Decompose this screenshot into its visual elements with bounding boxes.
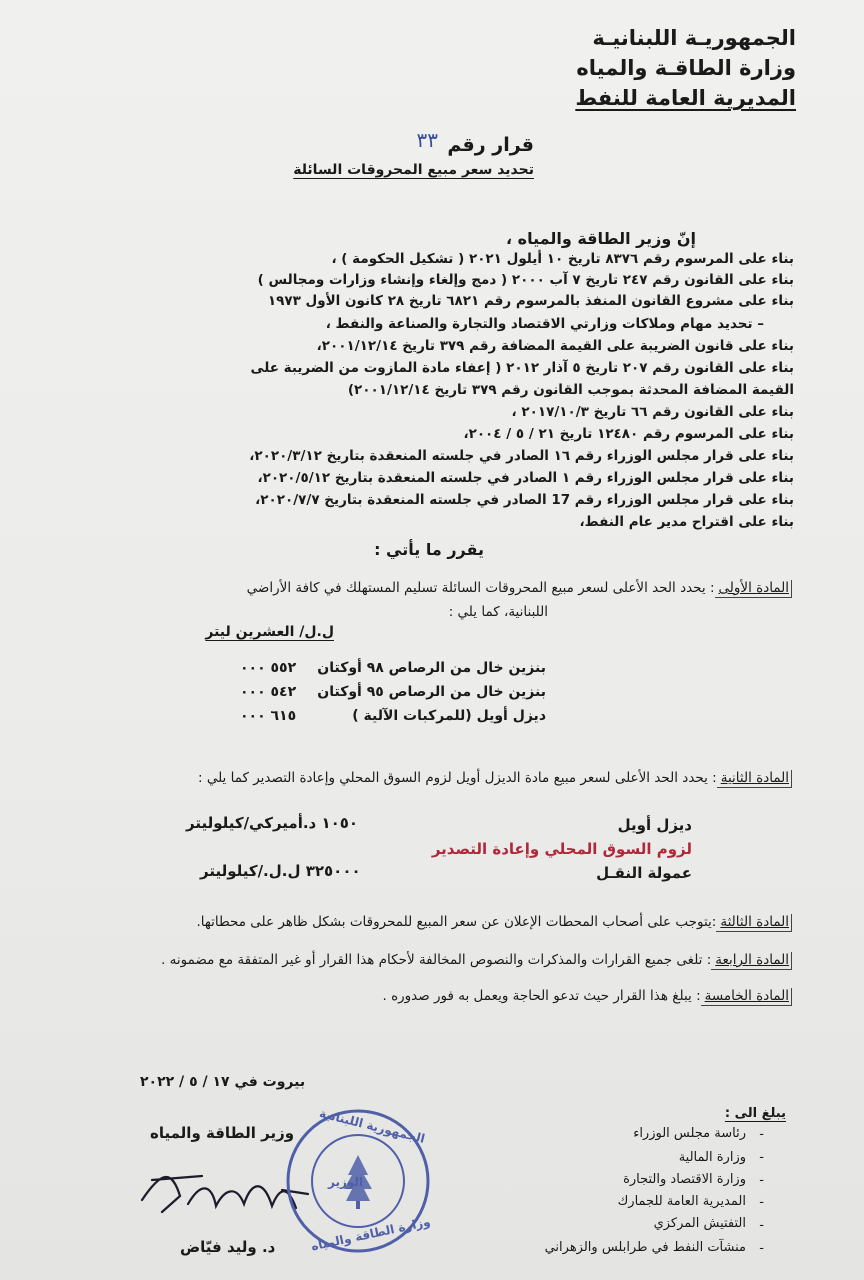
distribution-item: وزارة الاقتصاد والتجارة — [623, 1172, 746, 1187]
article3 — [196, 914, 792, 930]
header-republic: الجمهوريـة اللبنانيـة — [592, 26, 796, 50]
diesel-note: لزوم السوق المحلي وإعادة التصدير — [431, 840, 692, 858]
preamble-line: بناء على المرسوم رقم ١٢٤٨٠ تاريخ ٢١ / ٥ / ٢٠٠٤، — [463, 426, 794, 442]
preamble-line: بناء على قرار مجلس الوزراء رقم ١ الصادر في جلسته المنعقدة بتاريخ ٢٠٢٠/٥/١٢، — [257, 470, 794, 486]
preamble-line: بناء على اقتراح مدير عام النفط، — [579, 514, 794, 530]
article4-label: المادة الرابعة — [711, 952, 792, 970]
stamp-text-center: الوزير — [328, 1175, 364, 1189]
fuel-item-name: بنزين خال من الرصاص ٩٥ أوكتان — [317, 684, 546, 700]
article1-text: : يحدد الحد الأعلى لسعر مبيع المحروقات السائلة تسليم المستهلك في كافة الأراضي — [246, 580, 715, 596]
article1 — [247, 580, 792, 596]
diesel-name: ديزل أويل — [617, 816, 692, 834]
transport-name: عمولة النقـل — [596, 864, 692, 882]
distribution-heading: يبلغ الى : — [724, 1106, 786, 1121]
distribution-item: المديرية العامة للجمارك — [617, 1194, 746, 1209]
diesel-price: ١٠٥٠ د.أميركي/كيلوليتر — [186, 814, 359, 832]
distribution-item: وزارة المالية — [678, 1150, 746, 1165]
decision-title — [416, 128, 534, 156]
article5-text: : يبلغ هذا القرار حيث تدعو الحاجة ويعمل به فور صدوره . — [382, 988, 701, 1004]
stamp-text-bottom: وزارة الطاقة والمياه — [309, 1214, 432, 1254]
preamble-line: القيمة المضافة المحدثة بموجب القانون رقم ٣٧٩ تاريخ ٢٠٠١/١٢/١٤) — [347, 382, 794, 398]
header-directorate: المديرية العامة للنفط — [575, 86, 796, 110]
preamble-line: – تحديد مهام وملاكات وزارتي الاقتصاد والتجارة والصناعة والنفط ، — [325, 316, 764, 332]
distribution-item: رئاسة مجلس الوزراء — [633, 1126, 746, 1141]
article2-label: المادة الثانية — [717, 770, 792, 788]
fuel-item-price: ٦١٥ ٠٠٠ — [240, 708, 297, 724]
distribution-item: التفتيش المركزي — [653, 1216, 746, 1231]
preamble-line: بناء على قرار مجلس الوزراء رقم ١٦ الصادر في جلسته المنعقدة بتاريخ ٢٠٢٠/٣/١٢، — [249, 448, 794, 464]
article5 — [382, 988, 792, 1004]
decision-label: قرار رقم — [447, 134, 534, 156]
decision-number: ٣٣ — [416, 128, 438, 152]
fuel-item-price: ٥٤٢ ٠٠٠ — [240, 684, 297, 700]
decision-subject: تحديد سعر مبيع المحروقات السائلة — [293, 162, 534, 178]
stamp-text-top: الجمهورية اللبنانية — [317, 1106, 427, 1146]
article3-label: المادة الثالثة — [716, 914, 792, 932]
preamble-line: بناء على القانون رقم ٦٦ تاريخ ٢٠١٧/١٠/٣ ، — [511, 404, 794, 420]
article1-label: المادة الأولى — [715, 580, 793, 598]
minister-title: وزير الطاقة والمياه — [150, 1124, 295, 1142]
distribution-bullets: - - - - - - — [759, 1127, 764, 1256]
preamble-line: بناء على قرار مجلس الوزراء رقم 17 الصادر في جلسته المنعقدة بتاريخ ٢٠٢٠/٧/٧، — [255, 492, 794, 508]
decides-heading: يقرر ما يأتي : — [374, 540, 484, 559]
fuel-item-price: ٥٥٢ ٠٠٠ — [240, 660, 297, 676]
preamble-line: بناء على قانون الضريبة على القيمة المضافة رقم ٣٧٩ تاريخ ٢٠٠١/١٢/١٤، — [316, 338, 794, 354]
article3-text: :يتوجب على أصحاب المحطات الإعلان عن سعر المبيع للمحروقات بشكل ظاهر على محطاتها. — [196, 914, 717, 930]
preamble-line: بناء على مشروع القانون المنفذ بالمرسوم رقم ٦٨٢١ تاريخ ٢٨ كانون الأول ١٩٧٣ — [267, 293, 794, 309]
preamble-line: بناء على المرسوم رقم ٨٣٧٦ تاريخ ١٠ أيلول ٢٠٢١ ( تشكيل الحكومة ) ، — [331, 251, 794, 267]
article5-label: المادة الخامسة — [701, 988, 792, 1006]
article1-unit: ل.ل/ العشرين ليتر — [205, 624, 334, 640]
article4 — [161, 952, 792, 968]
article4-text: : تلغى جميع القرارات والمذكرات والنصوص المخالفة لأحكام هذا القرار أو غير المتفقة مع مضمونه . — [161, 952, 712, 968]
ministry-seal — [282, 1105, 434, 1257]
preamble-line: بناء على القانون رقم ٢٤٧ تاريخ ٧ آب ٢٠٠٠ ( دمج وإلغاء وإنشاء وزارات ومجالس ) — [257, 272, 794, 288]
place-date: بيروت في ١٧ / ٥ / ٢٠٢٢ — [140, 1074, 306, 1090]
minister-name: د. وليد فيّاض — [180, 1238, 276, 1256]
preamble-line: بناء على القانون رقم ٢٠٧ تاريخ ٥ آذار ٢٠١٢ ( إعفاء مادة المازوت من الضريبة على — [250, 360, 794, 376]
fuel-item-name: ديزل أويل (للمركبات الآلية ) — [352, 708, 546, 724]
distribution-item: منشآت النفط في طرابلس والزهراني — [544, 1240, 746, 1255]
preamble-opening: إنّ وزير الطاقة والمياه ، — [505, 229, 696, 248]
article2 — [198, 770, 792, 786]
article2-text: : يحدد الحد الأعلى لسعر مبيع مادة الديزل أويل لزوم السوق المحلي وإعادة التصدير كما يلي : — [197, 770, 717, 786]
header-ministry: وزارة الطاقـة والمياه — [576, 56, 796, 80]
transport-price: ٣٢٥٠٠٠ ل.ل./كيلوليتر — [200, 862, 361, 880]
article1-text-line2: اللبنانية، كما يلي : — [448, 604, 548, 620]
fuel-item-name: بنزين خال من الرصاص ٩٨ أوكتان — [317, 660, 546, 676]
